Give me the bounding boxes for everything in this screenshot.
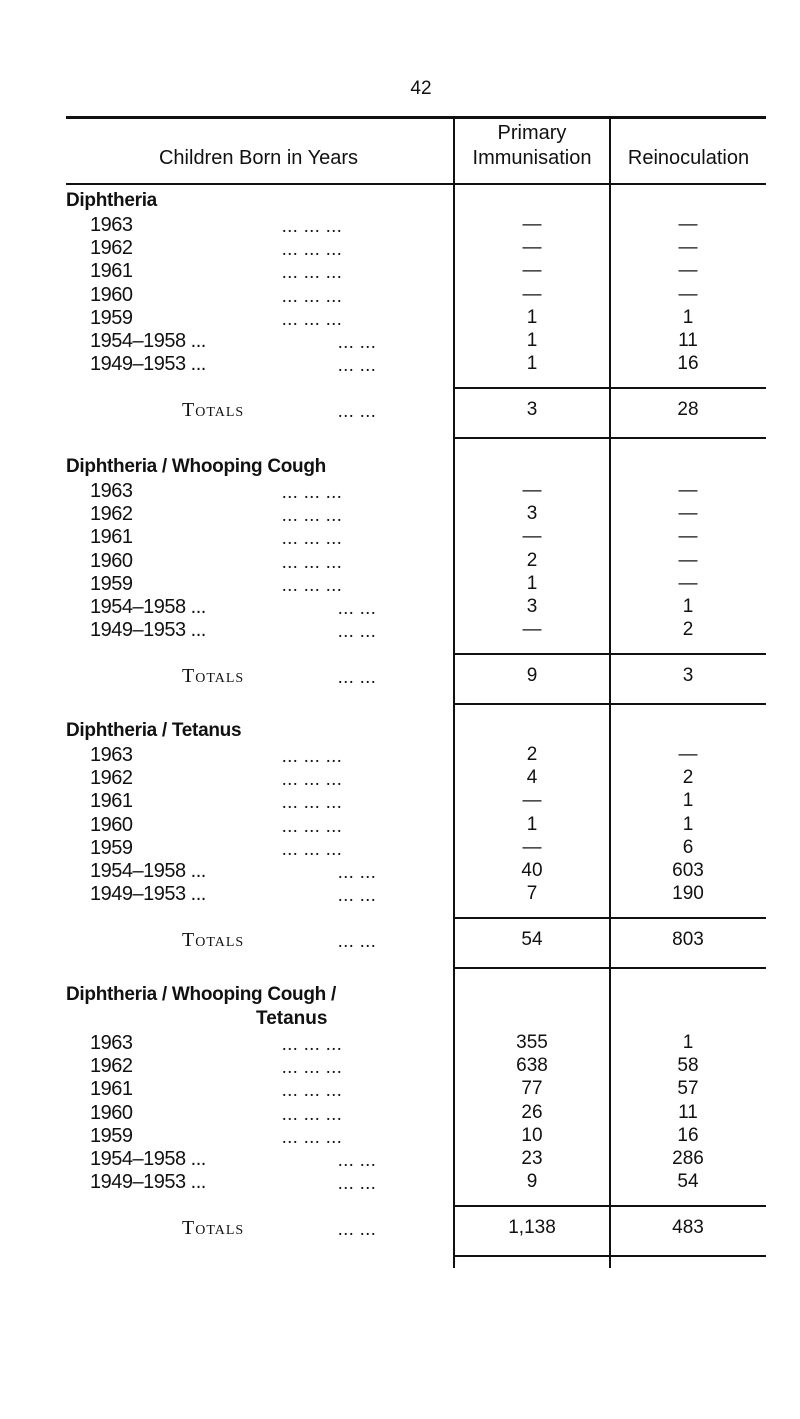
section-bottom-rule [455,437,766,439]
reinoculation-value: 11 [678,330,698,351]
primary-value: 10 [521,1124,543,1146]
row-year: 1949–1953 ... [90,883,206,906]
reinoculation-value: 2 [682,619,694,641]
section-title: Diphtheria [66,190,157,211]
primary-value: 9 [526,1171,538,1193]
leader-dots: ... ... ... [282,838,343,859]
reinoculation-value: 2 [682,767,694,789]
row-year: 1960 [90,1101,133,1124]
reinoculation-value: 1 [682,306,694,328]
primary-value: 1 [526,572,538,594]
primary-value: 1 [526,353,538,375]
reinoculation-value: — [678,526,698,548]
row-year: 1959 [90,572,133,595]
primary-value: 638 [516,1055,548,1077]
leader-dots: ... ... [338,931,377,952]
total-primary: 3 [526,399,538,421]
row-year: 1959 [90,306,133,329]
total-reinoculation: 28 [677,399,699,421]
reinoculation-value: 16 [677,353,699,375]
primary-value: 2 [526,744,538,765]
primary-value: 7 [526,883,538,905]
row-year: 1962 [90,503,133,526]
leader-dots: ... ... [338,355,377,376]
column-divider-2 [609,118,611,1268]
header-primary-line1: Primary [497,122,567,144]
primary-value: — [522,836,542,858]
primary-value: 4 [526,767,538,789]
total-reinoculation: 803 [672,929,704,951]
row-year: 1960 [90,283,133,306]
row-year: 1961 [90,260,133,283]
totals-top-rule [455,917,766,919]
primary-value: — [522,237,542,259]
row-year: 1959 [90,836,133,859]
leader-dots: ... ... ... [282,1080,343,1101]
primary-value: 26 [521,1101,543,1123]
total-primary: 9 [526,665,538,687]
header-primary-line2: Immunisation [472,147,592,169]
row-year: 1961 [90,526,133,549]
row-year: 1961 [90,790,133,813]
reinoculation-value: — [678,480,698,501]
primary-value: — [522,260,542,282]
row-year: 1962 [90,767,133,790]
row-year: 1949–1953 ... [90,619,206,642]
reinoculation-value: 1 [682,1032,694,1053]
reinoculation-value: — [678,283,698,305]
leader-dots: ... ... ... [282,285,343,306]
reinoculation-value: — [678,237,698,259]
primary-value: — [522,480,542,501]
totals-label: Totals [182,1217,245,1240]
leader-dots: ... ... ... [282,746,343,766]
leader-dots: ... ... ... [282,216,343,236]
primary-value: 2 [526,549,538,571]
leader-dots: ... ... [338,667,377,688]
section-bottom-rule [455,967,766,969]
leader-dots: ... ... [338,862,377,882]
total-reinoculation: 483 [672,1217,704,1239]
section-title: Diphtheria / Whooping Cough / [66,984,336,1005]
row-year: 1963 [90,480,133,502]
reinoculation-value: 6 [682,836,694,858]
row-year: 1963 [90,1032,133,1054]
leader-dots: ... ... [338,401,377,422]
primary-value: — [522,283,542,305]
row-year: 1962 [90,237,133,260]
header-bottom-rule [66,183,766,185]
leader-dots: ... ... [338,1219,377,1240]
primary-value: 1 [526,813,538,835]
leader-dots: ... ... [338,1173,377,1194]
row-year: 1949–1953 ... [90,1171,206,1194]
reinoculation-value: — [678,214,698,235]
leader-dots: ... ... ... [282,574,343,595]
totals-top-rule [455,387,766,389]
leader-dots: ... ... [338,332,377,352]
leader-dots: ... ... ... [282,1034,343,1054]
reinoculation-value: 54 [677,1171,699,1193]
totals-top-rule [455,653,766,655]
totals-label: Totals [182,665,245,688]
section-bottom-rule [455,703,766,705]
primary-value: — [522,790,542,812]
reinoculation-value: 58 [677,1055,699,1077]
row-year: 1954–1958 ... [90,596,206,618]
leader-dots: ... ... ... [282,792,343,813]
leader-dots: ... ... [338,1150,377,1170]
row-year: 1961 [90,1078,133,1101]
reinoculation-value: — [678,503,698,525]
leader-dots: ... ... ... [282,769,343,790]
reinoculation-value: — [678,744,698,765]
reinoculation-value: 57 [677,1078,699,1100]
reinoculation-value: 1 [682,790,694,812]
leader-dots: ... ... ... [282,528,343,549]
row-year: 1954–1958 ... [90,1148,206,1170]
leader-dots: ... ... ... [282,505,343,526]
primary-value: 355 [516,1032,548,1053]
row-year: 1959 [90,1124,133,1147]
total-primary: 1,138 [508,1217,556,1239]
totals-label: Totals [182,929,245,952]
primary-value: 77 [521,1078,543,1100]
primary-value: 1 [526,306,538,328]
table-bottom-rule [455,1255,766,1257]
reinoculation-value: 16 [677,1124,699,1146]
row-year: 1963 [90,214,133,236]
row-year: 1954–1958 ... [90,330,206,352]
header-reinoculation: Reinoculation [627,147,750,169]
leader-dots: ... ... ... [282,1057,343,1078]
row-year: 1949–1953 ... [90,353,206,376]
leader-dots: ... ... [338,598,377,618]
primary-value: — [522,619,542,641]
leader-dots: ... ... [338,885,377,906]
row-year: 1962 [90,1055,133,1078]
leader-dots: ... ... ... [282,1103,343,1124]
table-top-rule [66,116,766,119]
leader-dots: ... ... ... [282,239,343,260]
column-divider-1 [453,118,455,1268]
section-title: Diphtheria / Whooping Cough [66,456,326,477]
primary-value: 3 [526,596,538,617]
leader-dots: ... ... ... [282,262,343,283]
leader-dots: ... ... ... [282,1126,343,1147]
reinoculation-value: 603 [672,860,704,881]
primary-value: — [522,214,542,235]
reinoculation-value: — [678,260,698,282]
row-year: 1960 [90,549,133,572]
primary-value: 1 [526,330,538,351]
total-primary: 54 [521,929,543,951]
total-reinoculation: 3 [682,665,694,687]
primary-value: 23 [521,1148,543,1169]
leader-dots: ... ... ... [282,551,343,572]
leader-dots: ... ... ... [282,308,343,329]
totals-top-rule [455,1205,766,1207]
row-year: 1954–1958 ... [90,860,206,882]
reinoculation-value: 190 [672,883,704,905]
reinoculation-value: — [678,572,698,594]
reinoculation-value: 1 [682,596,694,617]
page-number: 42 [410,78,432,99]
reinoculation-value: 1 [682,813,694,835]
primary-value: 40 [521,860,543,881]
leader-dots: ... ... ... [282,815,343,836]
section-title-continued: Tetanus [256,1008,328,1029]
leader-dots: ... ... [338,621,377,642]
primary-value: 3 [526,503,538,525]
row-year: 1960 [90,813,133,836]
totals-label: Totals [182,399,245,422]
leader-dots: ... ... ... [282,482,343,502]
section-title: Diphtheria / Tetanus [66,720,242,741]
primary-value: — [522,526,542,548]
row-year: 1963 [90,744,133,766]
reinoculation-value: — [678,549,698,571]
header-children-born: Children Born in Years [158,147,358,169]
reinoculation-value: 286 [672,1148,704,1169]
reinoculation-value: 11 [678,1101,698,1123]
